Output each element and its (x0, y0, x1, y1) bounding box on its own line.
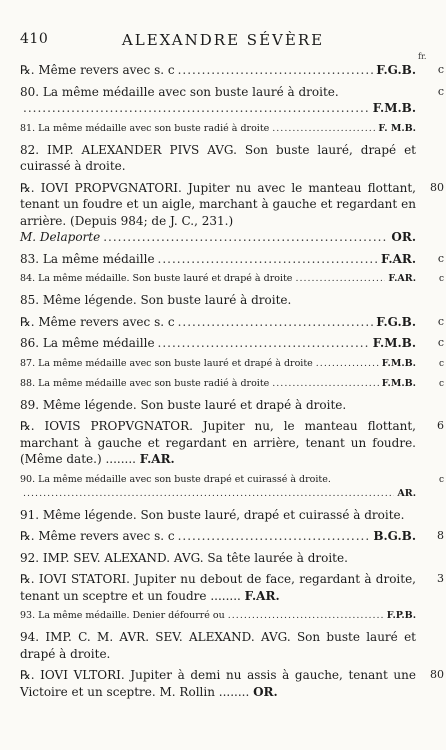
running-title: ALEXANDRE SÉVÈRE (121, 31, 325, 49)
catalogue-entry (20, 314, 444, 331)
entry-text: 81. La même médaille avec son buste radié à droite (20, 122, 270, 134)
catalogue-entry (20, 84, 444, 117)
metal-size-mark: F.AR. (381, 251, 416, 266)
metal-size-mark: F.AR. (139, 452, 175, 466)
rarity-value: c (438, 378, 444, 389)
entry-text: ℞. Même revers avec s. c (20, 314, 175, 329)
metal-size-mark: F.M.B. (381, 377, 416, 389)
page-header (0, 31, 446, 51)
metal-size-mark: B.G.B. (373, 529, 416, 543)
metal-size-mark: F.M.B. (372, 101, 416, 115)
metal-size-mark: F.AR. (244, 588, 280, 603)
entry-line (20, 229, 416, 246)
catalogue-entry (20, 528, 444, 545)
entry-text: 83. La même médaille (20, 251, 155, 266)
entry-line (20, 377, 416, 391)
entry-description: 82. IMP. ALEXANDER PIVS AVG. Son buste lauré, drapé et cuirassé à droite. (20, 142, 416, 173)
entry-line (20, 292, 416, 309)
entry-line (20, 397, 416, 414)
catalogue-entry (20, 142, 422, 175)
leader-dots (178, 528, 371, 545)
rarity-value: c (437, 84, 444, 98)
leader-dots (272, 377, 378, 391)
entry-line (20, 528, 416, 545)
entry-line (20, 251, 416, 268)
catalogue-entry (20, 609, 422, 623)
metal-size-mark: AR. (397, 487, 416, 499)
catalogue-entry (20, 180, 444, 246)
metal-size-mark: F.G.B. (376, 314, 416, 329)
entry-line (20, 314, 416, 331)
column-label: fr. (418, 52, 427, 61)
metal-size-mark: F.P.B. (386, 610, 416, 621)
rarity-value: c (438, 274, 444, 284)
entry-text: 85. Même légende. Son buste lauré à droite. (20, 293, 292, 307)
entry-line (20, 357, 416, 371)
entry-line (20, 487, 416, 501)
leader-dots: ........ (101, 452, 140, 466)
catalogue-entry (20, 397, 422, 414)
leader-dots: ........ (214, 684, 254, 699)
leader-dots (178, 62, 374, 79)
entry-text: 93. La même médaille. Denier défourré ou (20, 610, 225, 621)
entry-description: ℞. IOVI VLTORI. Jupiter à demi nu assis à gauche, tenant une Victoire et un sceptre. M. Rollin ........ OR. (20, 668, 416, 699)
entry-text: 89. Même légende. Son buste lauré et drapé à droite. (20, 397, 347, 412)
leader-dots (178, 314, 374, 331)
rarity-value: c (437, 336, 444, 349)
rarity-value: c (437, 251, 444, 265)
entry-text: 86. La même médaille (20, 336, 155, 350)
entry-text: ℞. Même revers avec s. c (20, 529, 175, 543)
rarity-value: 80 (430, 668, 444, 681)
leader-dots (316, 357, 379, 371)
rarity-value: c (438, 474, 444, 485)
leader-dots (23, 487, 394, 501)
metal-size-mark: F.M.B. (381, 357, 416, 369)
rarity-value: c (437, 314, 444, 328)
leader-dots (272, 122, 375, 136)
catalogue-entry (20, 629, 422, 662)
metal-size-mark: F.AR. (388, 273, 416, 284)
entry-text: 92. IMP. SEV. ALEXAND. AVG. Sa tête laurée à droite. (20, 550, 348, 565)
leader-dots (295, 272, 385, 286)
entry-text: 80. La même médaille avec son buste lauré à droite. (20, 84, 339, 99)
entry-description: 94. IMP. C. M. AVR. SEV. ALEXAND. AVG. Son buste lauré et drapé à droite. (20, 630, 416, 661)
entry-text: 88. La même médaille avec son buste radié à droite (20, 377, 270, 389)
entry-text: 84. La même médaille. Son buste lauré et drapé à droite (20, 273, 293, 284)
entry-line (20, 550, 416, 567)
metal-size-mark: OR. (391, 230, 416, 244)
catalogue-entry (20, 418, 444, 468)
catalogue-entry (20, 122, 422, 136)
catalogue-entry (20, 571, 444, 604)
catalogue-entries (20, 62, 444, 705)
metal-size-mark: F.G.B. (376, 63, 416, 77)
metal-size-mark: F.M.B. (372, 336, 416, 350)
rarity-value: c (438, 358, 444, 369)
leader-dots (228, 609, 384, 623)
metal-size-mark: F. M.B. (378, 122, 416, 134)
entry-text: ℞. Même revers avec s. c (20, 63, 175, 77)
entry-description: ℞. IOVI STATORI. Jupiter nu debout de face, regardant à droite, tenant un sceptre et un foudre ........ F.AR. (20, 572, 416, 603)
leader-dots (158, 251, 379, 268)
catalogue-entry (20, 550, 422, 567)
rarity-value: 8 (437, 529, 444, 542)
catalogue-entry (20, 272, 444, 286)
entry-text: M. Delaporte (20, 230, 101, 244)
catalogue-entry (20, 507, 422, 524)
metal-size-mark: OR. (253, 684, 278, 699)
entry-description: ℞. IOVIS PROPVGNATOR. Jupiter nu, le manteau flottant, marchant à gauche et regardant en arrière, tenant un foudre. (Même date.) ........ F.AR. (20, 419, 416, 466)
leader-dots (23, 100, 370, 117)
catalogue-entry (20, 62, 444, 79)
entry-line (20, 272, 416, 286)
catalogue-entry (20, 473, 444, 501)
entry-line (20, 122, 416, 136)
page-number: 410 (20, 31, 49, 47)
catalogue-entry (20, 357, 444, 371)
entry-line (20, 62, 416, 79)
rarity-value: 6 (437, 419, 444, 432)
entry-description: 90. La même médaille avec son buste drapé et cuirassé à droite. (20, 473, 331, 485)
catalogue-entry (20, 335, 444, 352)
catalogue-entry (20, 292, 422, 309)
catalogue-entry (20, 251, 444, 268)
entry-line (20, 84, 416, 101)
entry-description: 91. Même légende. Son buste lauré, drapé et cuirassé à droite. (20, 507, 405, 522)
entry-line (20, 335, 416, 352)
entry-text: 87. La même médaille avec son buste lauré et drapé à droite (20, 357, 313, 369)
leader-dots: ........ (206, 588, 245, 603)
rarity-value: 3 (437, 572, 444, 585)
entry-line (20, 100, 416, 117)
entry-line (20, 609, 416, 623)
entry-description: ℞. IOVI PROPVGNATORI. Jupiter nu avec le manteau flottant, tenant un foudre et un aigle, marchant à gauche et regardant en arrière. (Depuis 984; de J. C., 231.) (20, 180, 416, 228)
rarity-value: 80 (430, 180, 444, 194)
rarity-value: c (437, 63, 444, 76)
leader-dots (103, 229, 388, 246)
catalogue-entry (20, 377, 444, 391)
catalogue-entry (20, 667, 444, 700)
leader-dots (158, 335, 370, 352)
